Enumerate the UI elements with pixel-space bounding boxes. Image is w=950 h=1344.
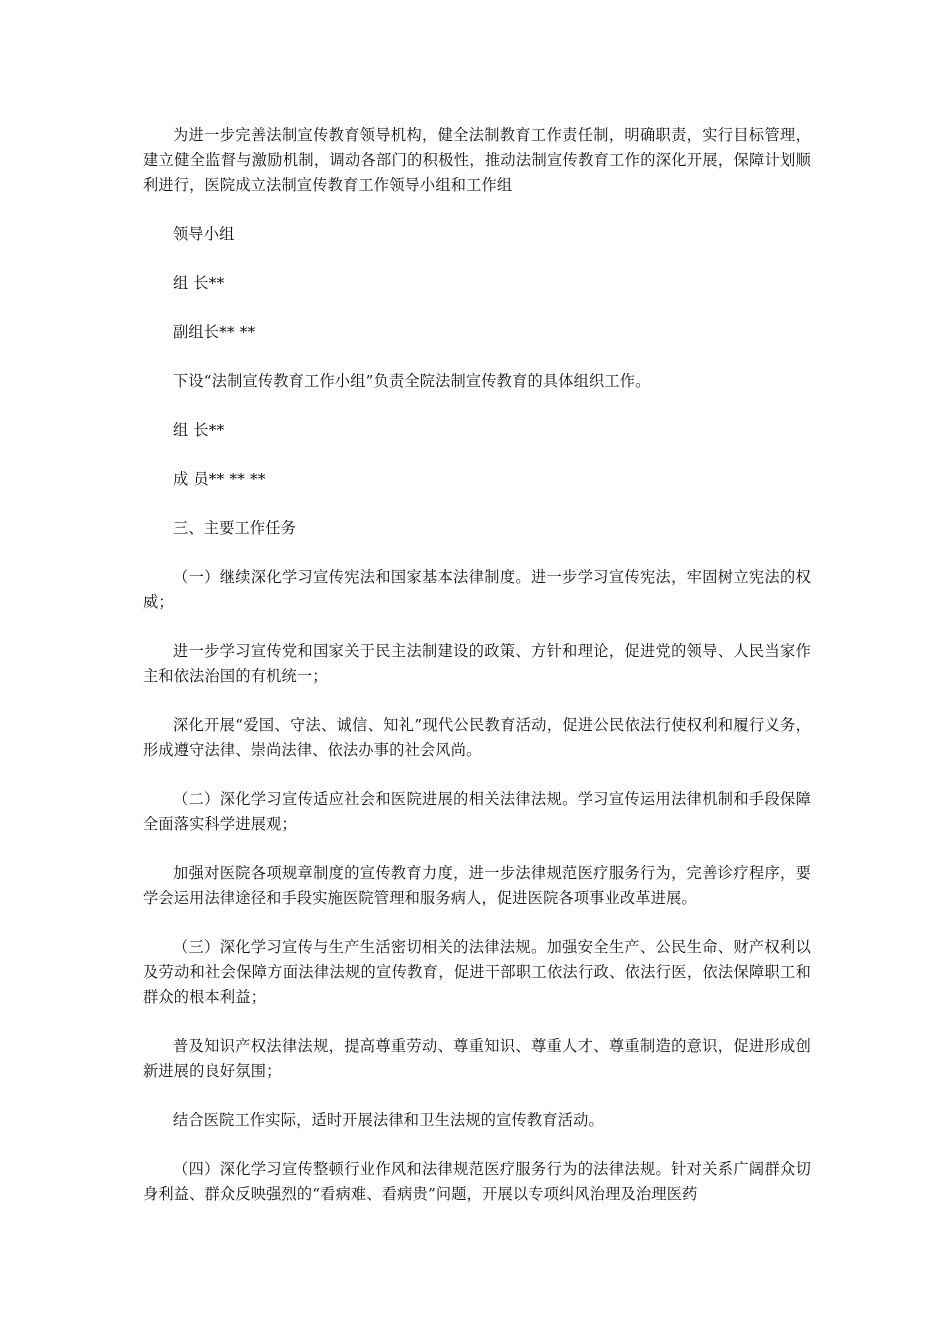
document-body bbox=[143, 123, 811, 1207]
intro-paragraph: 为进一步完善法制宣传教育领导机构，健全法制教育工作责任制，明确职责，实行目标管理，建立健全监督与激励机制，调动各部门的积极性，推动法制宣传教育工作的深化开展，保障计划顺利进行，医院成立法制宣传教育工作领导小组和工作组 bbox=[143, 126, 811, 194]
task-2-detail: 加强对医院各项规章制度的宣传教育力度，进一步法律规范医疗服务行为，完善诊疗程序，要学会运用法律途径和手段实施医院管理和服务病人，促进医院各项事业改革进展。 bbox=[143, 864, 811, 907]
task-3-detail-b: 结合医院工作实际，适时开展法律和卫生法规的宣传教育活动。 bbox=[173, 1111, 604, 1129]
members-line: 成 员** ** ** bbox=[173, 470, 266, 488]
task-3-paragraph: （三）深化学习宣传与生产生活密切相关的法律法规。加强安全生产、公民生命、财产权利以及劳动和社会保障方面法律法规的宣传教育，促进干部职工依法行政、依法行医，依法保障职工和群众的根本利益； bbox=[143, 938, 811, 1006]
working-group-leader-line: 组 长** bbox=[173, 421, 225, 439]
task-3-detail-a: 普及知识产权法律法规，提高尊重劳动、尊重知识、尊重人才、尊重制造的意识，促进形成创新进展的良好氛围； bbox=[143, 1037, 811, 1080]
deputy-leader-line: 副组长** ** bbox=[173, 323, 256, 341]
task-1-detail-b: 深化开展“爱国、守法、诚信、知礼”现代公民教育活动，促进公民依法行使权利和履行义务，形成遵守法律、崇尚法律、依法办事的社会风尚。 bbox=[143, 716, 811, 759]
leader-line: 组 长** bbox=[173, 274, 225, 292]
task-2-paragraph: （二）深化学习宣传适应社会和医院进展的相关法律法规。学习宣传运用法律机制和手段保障全面落实科学进展观； bbox=[143, 790, 811, 833]
working-group-intro: 下设“法制宣传教育工作小组”负责全院法制宣传教育的具体组织工作。 bbox=[173, 372, 651, 390]
task-1-paragraph: （一）继续深化学习宣传宪法和国家基本法律制度。进一步学习宣传宪法，牢固树立宪法的权威； bbox=[143, 568, 811, 611]
task-1-detail-a: 进一步学习宣传党和国家关于民主法制建设的政策、方针和理论，促进党的领导、人民当家作主和依法治国的有机统一； bbox=[143, 642, 811, 685]
leadership-group-heading: 领导小组 bbox=[173, 225, 235, 243]
task-4-paragraph: （四）深化学习宣传整顿行业作风和法律规范医疗服务行为的法律法规。针对关系广阔群众切身利益、群众反映强烈的“看病难、看病贵”问题，开展以专项纠风治理及治理医药 bbox=[143, 1160, 811, 1203]
section-heading-main-tasks: 三、主要工作任务 bbox=[173, 519, 297, 537]
